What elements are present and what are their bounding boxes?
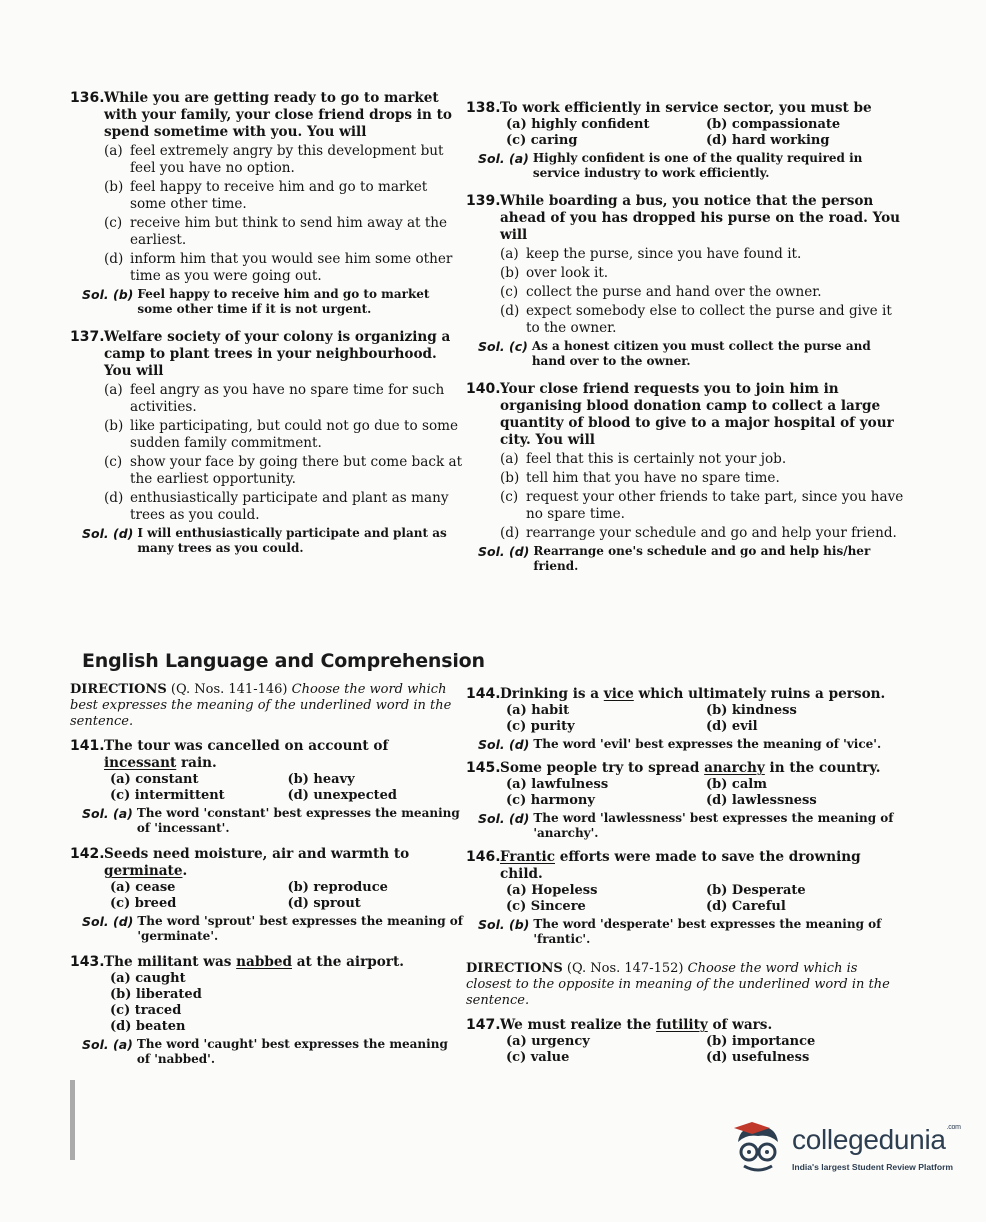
question-141	[70, 738, 465, 836]
section-title: English Language and Comprehension	[82, 650, 485, 672]
solution	[466, 811, 906, 841]
option-label: (c)	[104, 215, 123, 231]
solution-label: Sol. (a)	[82, 806, 133, 821]
question-text-after: at the airport.	[292, 954, 404, 970]
question-142	[70, 846, 465, 944]
option-text: over look it.	[526, 265, 609, 281]
option	[104, 418, 465, 452]
question-number: 139.	[466, 193, 501, 209]
question-stem	[466, 760, 906, 777]
option-text: tell him that you have no spare time.	[526, 470, 780, 486]
option	[500, 265, 906, 282]
option: (c) Sincere	[506, 899, 586, 914]
question-stem	[466, 686, 906, 703]
option: (c) breed	[110, 896, 177, 911]
question-text: While you are getting ready to go to market with your family, your close friend drops in to spend sometime with you. You will	[104, 90, 452, 140]
solution-row	[82, 287, 465, 317]
option: (a) Hopeless	[506, 883, 598, 898]
question-stem	[70, 90, 465, 141]
question-text-after: which ultimately ruins a person.	[633, 686, 886, 702]
directions-label: DIRECTIONS	[466, 961, 563, 976]
solution-text: The word 'constant' best expresses the meaning of 'incessant'.	[136, 806, 460, 835]
option-label: (d)	[500, 525, 520, 541]
option: (b) compassionate	[706, 117, 841, 132]
question-text: Your close friend requests you to join him in organising blood donation camp to collect a large quantity of blood to give to a major hospital of your city. You will	[500, 381, 894, 448]
option-text: feel angry as you have no spare time for such activities.	[130, 382, 445, 415]
directions-text: Choose the word which best expresses the meaning of the underlined word in the sentence.	[70, 682, 452, 729]
directions-141-146	[70, 682, 465, 730]
solution	[466, 151, 906, 181]
option: (b) kindness	[706, 703, 797, 718]
question-139	[466, 193, 906, 369]
question-number: 137.	[70, 329, 105, 345]
solution-label: Sol. (b)	[82, 287, 134, 302]
option: (b) heavy	[287, 772, 355, 787]
options-grid	[466, 117, 906, 149]
solution-label: Sol. (d)	[82, 914, 134, 929]
question-140	[466, 381, 906, 574]
options-grid	[70, 772, 465, 804]
option: (a) urgency	[506, 1034, 590, 1049]
option-label: (b)	[500, 470, 520, 486]
question-number: 143.	[70, 954, 105, 970]
option-text: keep the purse, since you have found it.	[526, 246, 802, 262]
question-text-before: The militant was	[104, 954, 237, 970]
left-column	[70, 90, 465, 562]
option-text: expect somebody else to collect the purse and give it to the owner.	[526, 303, 892, 336]
option	[104, 382, 465, 416]
solution-text: The word 'evil' best expresses the meaning of 'vice'.	[533, 737, 882, 751]
options-list	[466, 451, 906, 542]
option-text: rearrange your schedule and go and help your friend.	[526, 525, 897, 541]
solution	[70, 526, 465, 556]
solution-text: As a honest citizen you must collect the purse and hand over to the owner.	[531, 339, 871, 368]
option: (b) Desperate	[706, 883, 806, 898]
question-text	[104, 738, 465, 772]
solution-label: Sol. (c)	[478, 339, 528, 354]
option-text: like participating, but could not go due to some sudden family commitment.	[130, 418, 459, 451]
question-stem	[466, 193, 906, 244]
question-number: 138.	[466, 100, 501, 116]
solution-label: Sol. (a)	[478, 151, 529, 166]
option-label: (b)	[104, 418, 124, 434]
option	[500, 489, 906, 523]
solution-row	[82, 526, 465, 556]
option: (a) highly confident	[506, 117, 650, 132]
question-stem	[70, 738, 465, 772]
option	[104, 454, 465, 488]
solution-text: The word 'lawlessness' best expresses the meaning of 'anarchy'.	[533, 811, 894, 840]
left-english-column	[70, 682, 465, 1073]
question-stem	[70, 329, 465, 380]
solution	[466, 737, 906, 752]
option: (b) liberated	[110, 987, 202, 1002]
question-136	[70, 90, 465, 317]
question-146	[466, 849, 906, 947]
question-number: 144.	[466, 686, 501, 702]
solution-text: I will enthusiastically participate and plant as many trees as you could.	[137, 526, 447, 555]
underlined-word: Frantic	[500, 849, 555, 865]
option	[104, 179, 465, 213]
options-list	[70, 382, 465, 524]
option-text: request your other friends to take part, since you have no spare time.	[526, 489, 904, 522]
options-grid	[466, 703, 906, 735]
question-number: 147.	[466, 1017, 501, 1033]
options-list	[466, 246, 906, 337]
solution-text: Highly confident is one of the quality required in service industry to work efficiently.	[532, 151, 863, 180]
options-grid	[466, 777, 906, 809]
solution-label: Sol. (d)	[478, 737, 530, 752]
option-label: (a)	[104, 143, 123, 159]
question-145	[466, 760, 906, 841]
solution-label: Sol. (d)	[478, 544, 530, 559]
directions-text: Choose the word which is closest to the opposite in meaning of the underlined word in the sentence.	[466, 961, 890, 1008]
solution-row	[478, 151, 906, 181]
question-143	[70, 954, 465, 1067]
question-stem	[70, 954, 465, 971]
underlined-word: germinate	[104, 863, 183, 879]
option-text: collect the purse and hand over the owner.	[526, 284, 822, 300]
option: (a) constant	[110, 772, 199, 787]
question-stem	[466, 849, 906, 883]
question-text-after: of wars.	[707, 1017, 773, 1033]
directions-range: (Q. Nos. 141-146)	[170, 682, 288, 697]
solution	[70, 287, 465, 317]
option: (d) usefulness	[706, 1050, 810, 1065]
solution	[70, 914, 465, 944]
solution	[70, 1037, 465, 1067]
option-text: feel that this is certainly not your job.	[526, 451, 787, 467]
question-number: 146.	[466, 849, 501, 865]
solution-text: The word 'desperate' best expresses the meaning of 'frantic'.	[533, 917, 882, 946]
options-grid	[466, 883, 906, 915]
option: (b) reproduce	[287, 880, 388, 895]
options-list	[70, 971, 465, 1035]
question-text-after: efforts were made to save the drowning child.	[500, 849, 861, 882]
question-137	[70, 329, 465, 556]
solution-label: Sol. (a)	[82, 1037, 133, 1052]
question-text: While boarding a bus, you notice that the person ahead of you has dropped his purse on the road. You will	[500, 193, 901, 243]
question-text	[500, 849, 906, 883]
solution	[466, 917, 906, 947]
option-label: (a)	[500, 451, 519, 467]
brand-name	[792, 1124, 961, 1156]
option-text: feel extremely angry by this development but feel you have no option.	[130, 143, 444, 176]
solution-row	[478, 811, 906, 841]
option-label: (c)	[104, 454, 123, 470]
option: (d) unexpected	[287, 788, 397, 803]
question-text	[500, 686, 906, 703]
option: (b) calm	[706, 777, 767, 792]
options-list	[70, 143, 465, 285]
solution-text: The word 'caught' best expresses the meaning of 'nabbed'.	[136, 1037, 448, 1066]
solution-row	[478, 917, 906, 947]
option: (d) evil	[706, 719, 758, 734]
solution-text: Feel happy to receive him and go to market some other time if it is not urgent.	[137, 287, 430, 316]
underlined-word: incessant	[104, 755, 177, 771]
question-text	[500, 1017, 906, 1034]
option-label: (c)	[500, 284, 519, 300]
option	[104, 215, 465, 249]
solution-text: The word 'sprout' best expresses the meaning of 'germinate'.	[137, 914, 463, 943]
option: (a) cease	[110, 880, 176, 895]
question-text-before: Some people try to spread	[500, 760, 705, 776]
options-grid	[466, 1034, 906, 1066]
solution-label: Sol. (d)	[478, 811, 530, 826]
option: (d) hard working	[706, 133, 830, 148]
question-text-before: The tour was cancelled on account of	[104, 738, 389, 754]
option: (a) habit	[506, 703, 570, 718]
question-text-after: in the country.	[764, 760, 881, 776]
brand-tagline: India's largest Student Review Platform	[792, 1162, 954, 1172]
option: (a) lawfulness	[506, 777, 609, 792]
mascot-icon	[730, 1120, 786, 1176]
option: (c) traced	[110, 1003, 182, 1018]
option	[500, 284, 906, 301]
solution-label: Sol. (b)	[478, 917, 530, 932]
option: (d) lawlessness	[706, 793, 817, 808]
question-number: 141.	[70, 738, 105, 754]
option-label: (d)	[104, 251, 124, 267]
option	[104, 251, 465, 285]
question-text-before: Seeds need moisture, air and warmth to	[104, 846, 410, 862]
option-label: (c)	[500, 489, 519, 505]
option-text: show your face by going there but come back at the earliest opportunity.	[130, 454, 463, 487]
option	[104, 490, 465, 524]
question-text-before: We must realize the	[500, 1017, 657, 1033]
question-text-after: rain.	[176, 755, 217, 771]
option: (c) caring	[506, 133, 578, 148]
directions-range: (Q. Nos. 147-152)	[566, 961, 684, 976]
option: (a) caught	[110, 971, 186, 986]
option	[104, 143, 465, 177]
question-stem	[70, 846, 465, 880]
option-label: (b)	[104, 179, 124, 195]
solution-row	[478, 339, 906, 369]
option	[500, 303, 906, 337]
underlined-word: anarchy	[704, 760, 765, 776]
collegedunia-logo	[730, 1118, 960, 1182]
option	[500, 451, 906, 468]
solution-label: Sol. (d)	[82, 526, 134, 541]
option	[500, 525, 906, 542]
option-label: (a)	[500, 246, 519, 262]
option: (d) Careful	[706, 899, 786, 914]
question-number: 145.	[466, 760, 501, 776]
option-text: receive him but think to send him away at the earliest.	[130, 215, 448, 248]
option-label: (d)	[500, 303, 520, 319]
question-text	[104, 954, 465, 971]
page-binding-shadow	[70, 1080, 75, 1160]
directions-147-152	[466, 961, 906, 1009]
solution-row	[478, 544, 906, 574]
question-stem	[466, 1017, 906, 1034]
option: (c) harmony	[506, 793, 595, 808]
option: (c) purity	[506, 719, 575, 734]
brand-suffix: .com	[946, 1124, 961, 1131]
question-text-after: .	[182, 863, 188, 879]
question-number: 142.	[70, 846, 105, 862]
question-144	[466, 686, 906, 752]
underlined-word: vice	[603, 686, 634, 702]
question-text-before: Drinking is a	[500, 686, 604, 702]
option-text: feel happy to receive him and go to market some other time.	[130, 179, 428, 212]
directions-label: DIRECTIONS	[70, 682, 167, 697]
solution	[466, 339, 906, 369]
question-text	[500, 760, 906, 777]
option: (d) sprout	[287, 896, 361, 911]
question-text	[104, 846, 465, 880]
question-text: To work efficiently in service sector, you must be	[500, 100, 872, 116]
option-label: (b)	[500, 265, 520, 281]
question-147	[466, 1017, 906, 1066]
solution	[70, 806, 465, 836]
solution	[466, 544, 906, 574]
question-number: 140.	[466, 381, 501, 397]
right-column	[466, 100, 906, 586]
solution-row	[82, 1037, 465, 1067]
right-english-column	[466, 686, 906, 1072]
question-stem	[466, 100, 906, 117]
option: (d) beaten	[110, 1019, 186, 1034]
solution-text: Rearrange one's schedule and go and help his/her friend.	[533, 544, 871, 573]
solution-row	[82, 914, 465, 944]
option: (c) intermittent	[110, 788, 225, 803]
option-label: (a)	[104, 382, 123, 398]
option: (c) value	[506, 1050, 570, 1065]
solution-row	[82, 806, 465, 836]
underlined-word: nabbed	[236, 954, 292, 970]
underlined-word: futility	[656, 1017, 708, 1033]
question-138	[466, 100, 906, 181]
question-stem	[466, 381, 906, 449]
option-label: (d)	[104, 490, 124, 506]
option	[500, 246, 906, 263]
question-number: 136.	[70, 90, 105, 106]
question-text: Welfare society of your colony is organizing a camp to plant trees in your neighbourhood. You will	[104, 329, 451, 379]
solution-row	[478, 737, 906, 752]
option	[500, 470, 906, 487]
option-text: inform him that you would see him some other time as you were going out.	[130, 251, 453, 284]
brand-text: collegedunia	[792, 1124, 946, 1155]
options-grid	[70, 880, 465, 912]
option-text: enthusiastically participate and plant as many trees as you could.	[130, 490, 449, 523]
option: (b) importance	[706, 1034, 816, 1049]
